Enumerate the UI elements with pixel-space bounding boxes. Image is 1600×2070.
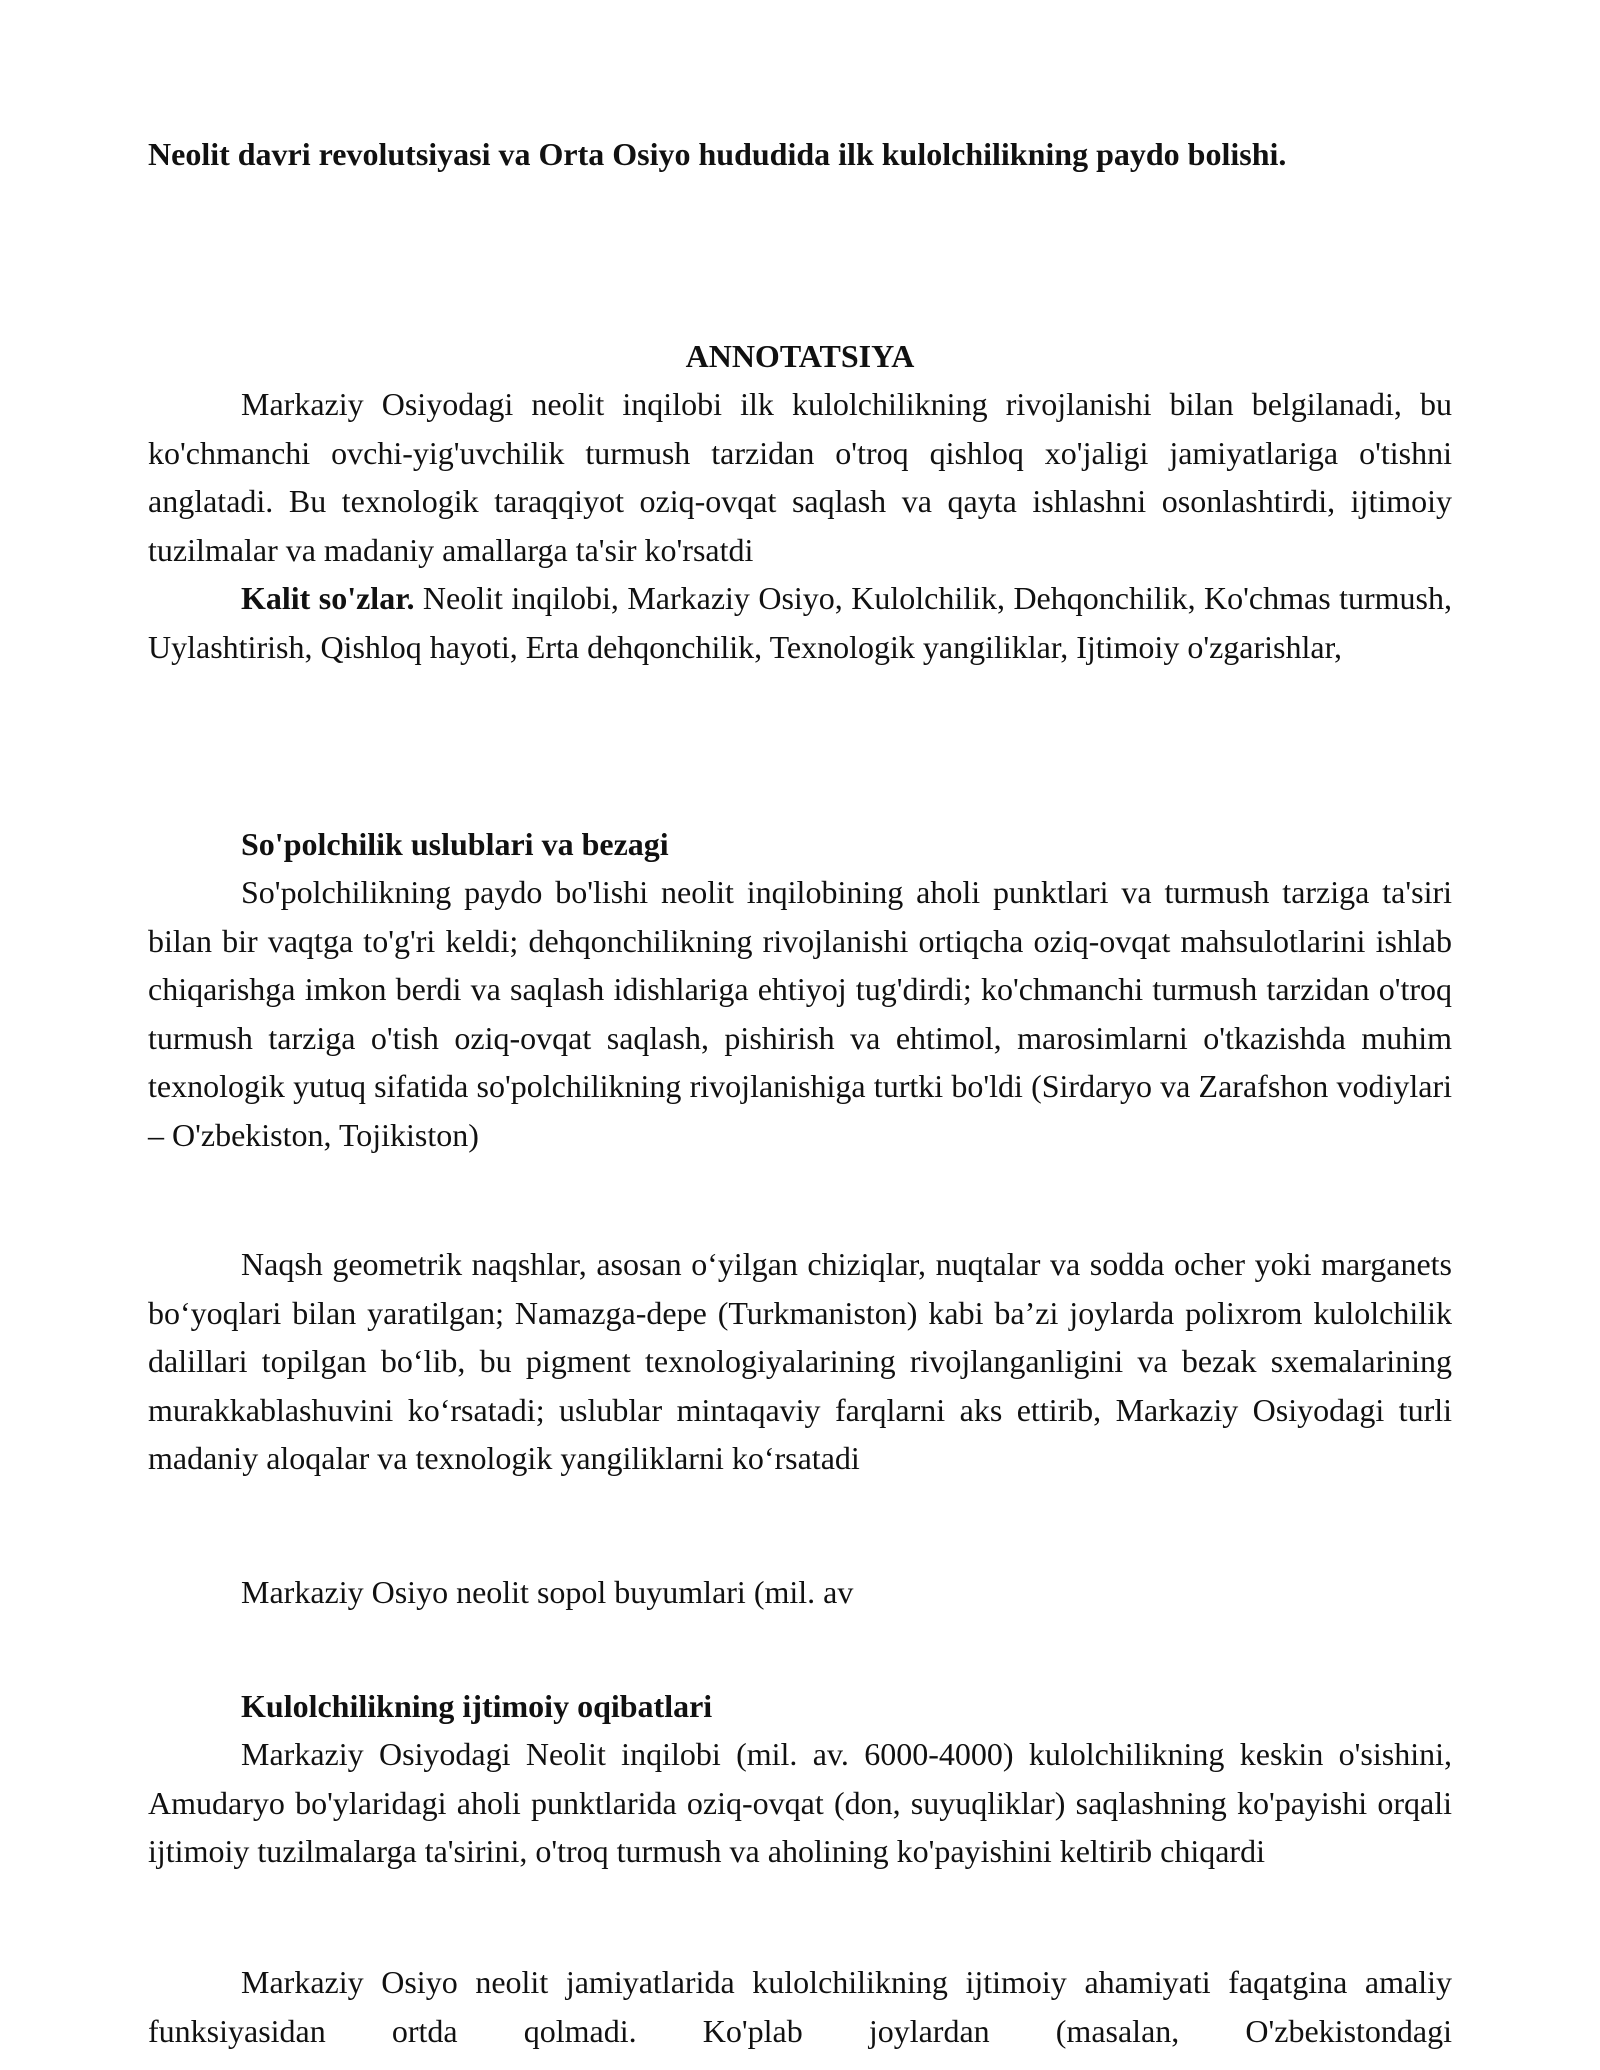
section1-paragraph-2: Naqsh geometrik naqshlar, asosan o‘yilgan chiziqlar, nuqtalar va sodda ocher yoki marganets bo‘yoqlari bilan yaratilgan; Namazga-depe (Turkmaniston) kabi ba’zi joylarda polixrom kulolchilik dalillari topilgan bo‘lib, bu pigment texnologiyalarining rivojlanganligini va bezak sxemalarining murakkablashuvini ko‘rsatadi; uslublar mintaqaviy farqlarni aks ettirib, Markaziy Osiyodagi turli madaniy aloqalar va texnologik yangiliklarni ko‘rsatadi [148, 1246, 1452, 1476]
section1-paragraph-1: So'polchilikning paydo bo'lishi neolit inqilobining aholi punktlari va turmush tarziga ta'siri bilan bir vaqtga to'g'ri keldi; dehqonchilikning rivojlanishi ortiqcha oziq-ovqat mahsulotlarini ishlab chiqarishga imkon berdi va saqlash idishlariga ehtiyoj tug'dirdi; ko'chmanchi turmush tarzidan o'troq turmush tarziga o'tish oziq-ovqat saqlash, pishirish va ehtimol, marosimlarni o'tkazishda muhim texnologik yutuq sifatida so'polchilikning rivojlanishiga turtki bo'ldi (Sirdaryo va Zarafshon vodiylari – O'zbekiston, Tojikiston) [148, 874, 1452, 1153]
keywords-list: Neolit inqilobi, Markaziy Osiyo, Kulolchilik, Dehqonchilik, Ko'chmas turmush, Uylashtirish, Qishloq hayoti, Erta dehqonchilik, Texnologik yangiliklar, Ijtimoiy o'zgarishlar, [148, 580, 1453, 665]
section2-paragraph-2: Markaziy Osiyo neolit jamiyatlarida kulolchilikning ijtimoiy ahamiyati faqatgina amaliy funksiyasidan ortda qolmadi. Ko'plab joylardan (masalan, O'zbekistondagi [148, 1964, 1452, 2049]
keywords-label: Kalit so'zlar. [241, 580, 415, 616]
annotation-heading: ANNOTATSIYA [685, 338, 915, 374]
section-heading-pottery-styles: So'polchilik uslublari va bezagi [241, 826, 669, 862]
section1-paragraph-3: Markaziy Osiyo neolit sopol buyumlari (mil. av [241, 1574, 854, 1610]
document-title: Neolit davri revolutsiyasi va Orta Osiyo hududida ilk kulolchilikning paydo bolishi. [148, 136, 1287, 172]
section-heading-social-consequences: Kulolchilikning ijtimoiy oqibatlari [241, 1688, 713, 1724]
section2-paragraph-1: Markaziy Osiyodagi Neolit inqilobi (mil. av. 6000-4000) kulolchilikning keskin o'sishini, Amudaryo bo'ylaridagi aholi punktlarida oziq-ovqat (don, suyuqliklar) saqlashning ko'payishi orqali ijtimoiy tuzilmalarga ta'sirini, o'troq turmush va aholining ko'payishini keltirib chiqardi [148, 1736, 1452, 1869]
keywords-paragraph [148, 574, 1452, 671]
annotation-paragraph: Markaziy Osiyodagi neolit inqilobi ilk kulolchilikning rivojlanishi bilan belgilanadi, bu ko'chmanchi ovchi-yig'uvchilik turmush tarzidan o'troq qishloq xo'jaligi jamiyatlariga o'tishni anglatadi. Bu texnologik taraqqiyot oziq-ovqat saqlash va qayta ishlashni osonlashtirdi, ijtimoiy tuzilmalar va madaniy amallarga ta'sir ko'rsatdi [148, 386, 1452, 568]
